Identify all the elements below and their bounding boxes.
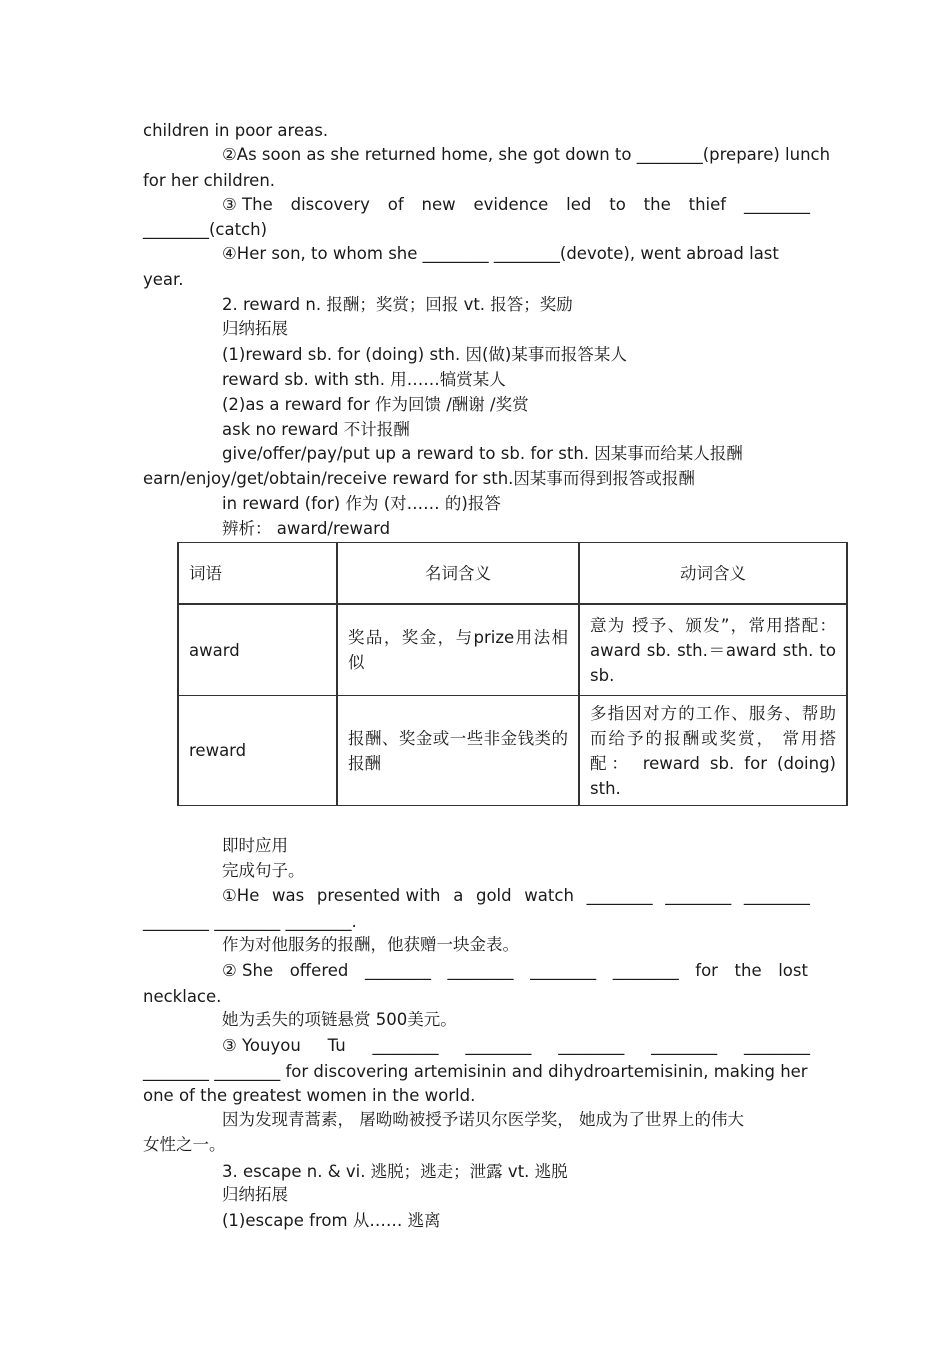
exercise-item: ②As soon as she returned home, she got down to ________(prepare) lunch [222,145,831,164]
text-line: year. [143,270,184,289]
exercise-item: ② She offered ________ ________ ________ ________ for the lost [222,961,808,980]
table-header-row [178,543,847,605]
text-line: give/offer/pay/put up a reward to sb. for sth. 因某事而给某人报酬 [222,444,743,463]
subheading: 归纳拓展 [222,319,288,338]
exercise-item: ④Her son, to whom she ________ ________(devote), went abroad last [222,244,779,263]
table-cell-word: reward [178,696,337,806]
text-line: earn/enjoy/get/obtain/receive reward for sth.因某事而得到报答或报酬 [143,469,695,488]
table-row [178,696,847,806]
text-line: necklace. [143,987,222,1006]
translation: 因为发现青蒿素， 屠呦呦被授予诺贝尔医学奖， 她成为了世界上的伟大 [222,1110,744,1129]
table-row [178,604,847,696]
text-line: (2)as a reward for 作为回馈 /酬谢 /奖赏 [222,395,529,414]
section-heading: 2. reward n. 报酬；奖赏；回报 vt. 报答；奖励 [222,295,573,314]
text-line: ________ ________ for discovering artemisinin and dihydroartemisinin, making her [143,1062,808,1081]
text-line: for her children. [143,171,276,190]
text-line: (1)escape from 从…… 逃离 [222,1211,441,1230]
table-cell-verb: 意为 授予、颁发”，常用搭配：award sb. sth.＝award sth. to sb. [579,604,847,696]
text-line: ________(catch) [143,220,268,239]
table-header-cell: 词语 [178,543,337,605]
translation: 作为对他服务的报酬，他获赠一块金表。 [222,935,519,954]
text-line: in reward (for) 作为 (对…… 的)报答 [222,494,501,513]
exercise-item: ③ Youyou Tu ________ ________ ________ ________ ________ [222,1036,810,1055]
translation: 她为丢失的项链悬赏 500美元。 [222,1010,457,1029]
subheading: 归纳拓展 [222,1185,288,1204]
table-header-cell: 动词含义 [579,543,847,605]
exercise-item: ③ The discovery of new evidence led to the thief ________ [222,195,810,214]
table-cell-noun: 奖品，奖金，与prize用法相似 [337,604,579,696]
table-cell-noun: 报酬、奖金或一些非金钱类的报酬 [337,696,579,806]
table-cell-verb: 多指因对方的工作、服务、帮助而给予的报酬或奖赏， 常用搭配： reward sb. for (doing) sth. [579,696,847,806]
section-heading: 3. escape n. & vi. 逃脱；逃走；泄露 vt. 逃脱 [222,1162,568,1181]
instruction: 完成句子。 [222,861,305,880]
subheading: 即时应用 [222,836,288,855]
table-cell-word: award [178,604,337,696]
translation: 女性之一。 [143,1135,226,1154]
text-line: one of the greatest women in the world. [143,1086,476,1105]
text-line: ask no reward 不计报酬 [222,420,410,439]
table-header-cell: 名词含义 [337,543,579,605]
text-line: ________ ________ ________. [143,912,357,931]
comparison-table [177,542,848,806]
exercise-item: ①He was presented with a gold watch ________ ________ ________ [222,886,810,905]
text-line: (1)reward sb. for (doing) sth. 因(做)某事而报答某人 [222,345,627,364]
text-line: 辨析： award/reward [222,519,391,538]
text-line: reward sb. with sth. 用……犒赏某人 [222,370,506,389]
text-line: children in poor areas. [143,121,329,140]
